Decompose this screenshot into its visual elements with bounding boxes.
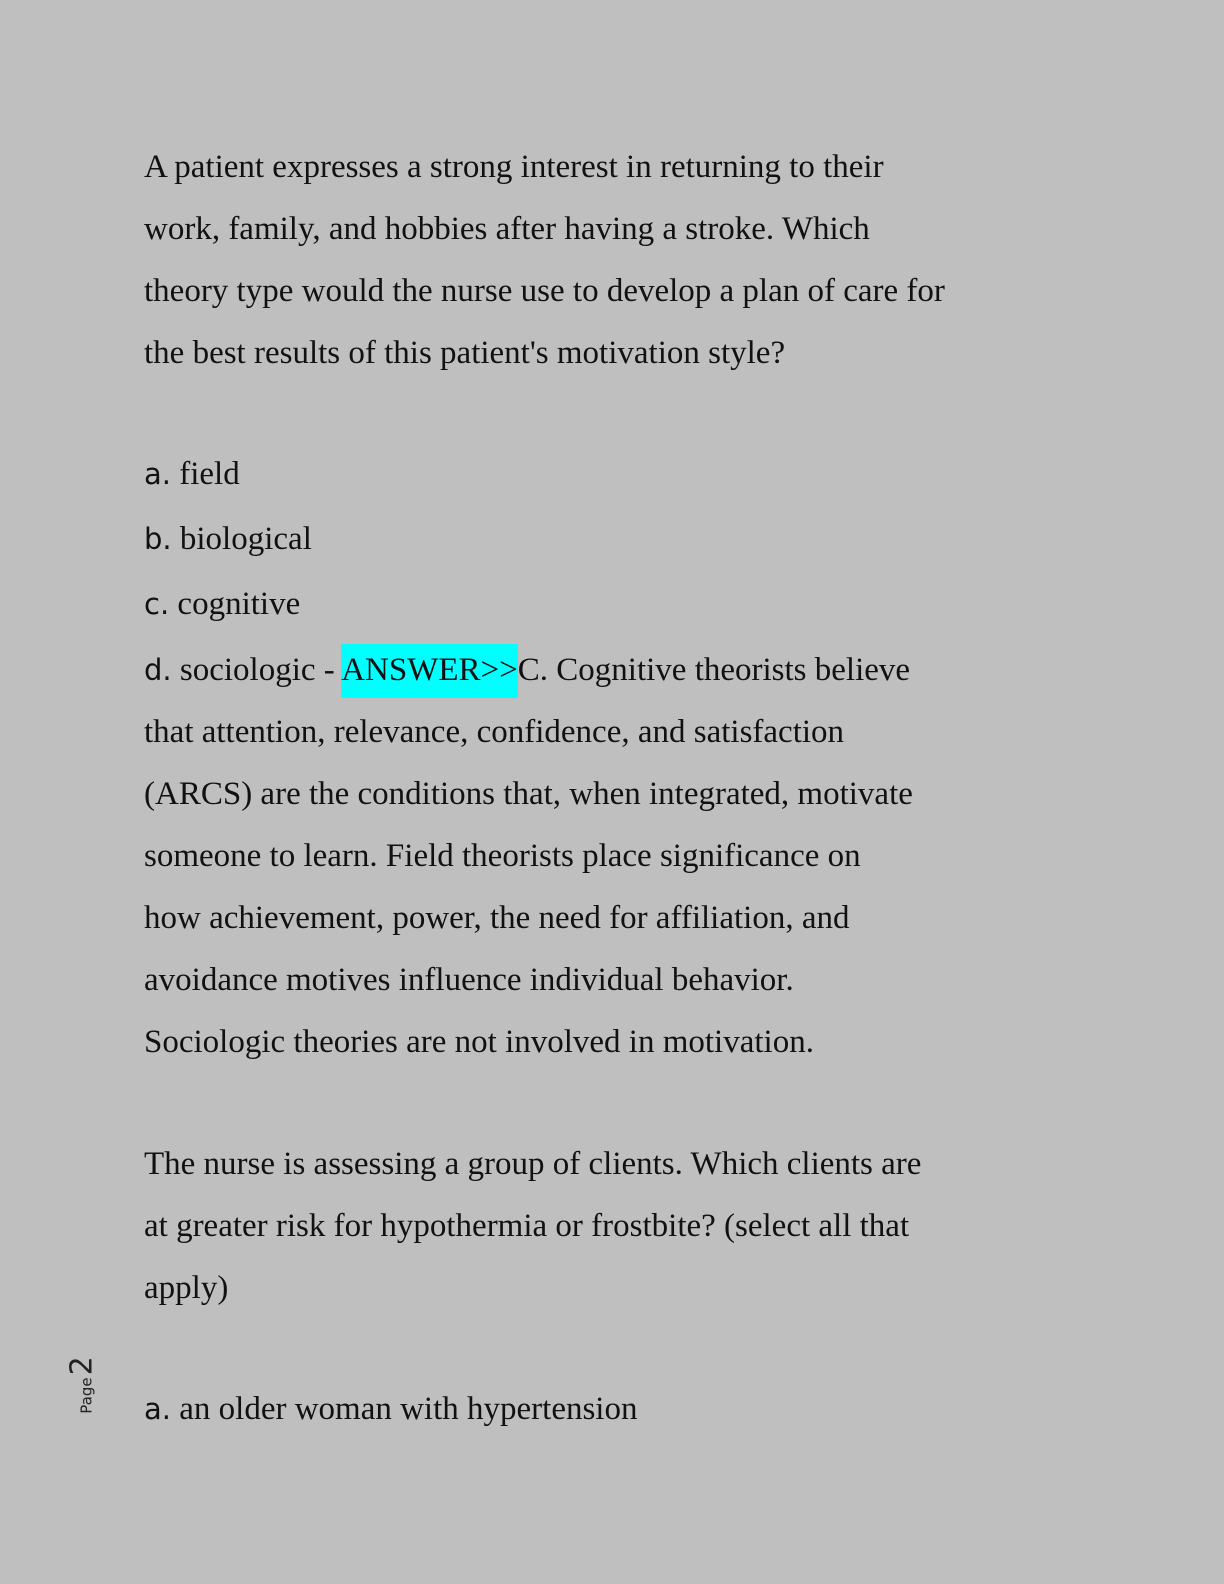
option-text: sociologic - — [171, 652, 342, 688]
question-1-stem-line: A patient expresses a strong interest in returning to their — [144, 149, 884, 185]
page-number-marker — [50, 1352, 116, 1418]
option-letter: d. — [144, 653, 172, 687]
document-body — [144, 140, 1074, 1448]
question-2-stem — [144, 1137, 1074, 1323]
option-a — [144, 448, 1074, 513]
option-letter: a. — [144, 1392, 171, 1426]
rationale-line: that attention, relevance, confidence, and satisfaction — [144, 714, 845, 750]
option-text: biological — [171, 521, 312, 557]
spacer — [144, 1077, 1074, 1137]
option-c — [144, 578, 1074, 643]
option-text: an older woman with hypertension — [171, 1391, 638, 1427]
question-1-stem — [144, 140, 1074, 388]
question-2-stem-line: at greater risk for hypothermia or frostbite? (select all that — [144, 1208, 910, 1244]
rationale-line: someone to learn. Field theorists place significance on — [144, 838, 861, 874]
rationale-line: Sociologic theories are not involved in motivation. — [144, 1024, 814, 1060]
page-number: 2 — [64, 1356, 100, 1376]
page-label: Page — [77, 1377, 96, 1414]
option-b — [144, 513, 1074, 578]
option-letter: a. — [144, 457, 171, 491]
option-text: cognitive — [169, 586, 301, 622]
question-1-stem-line: theory type would the nurse use to develop a plan of care for — [144, 273, 945, 309]
rationale-line: avoidance motives influence individual behavior. — [144, 962, 794, 998]
question-2-stem-line: apply) — [144, 1270, 229, 1306]
option-a — [144, 1383, 1074, 1448]
question-2-stem-line: The nurse is assessing a group of clients. Which clients are — [144, 1146, 922, 1182]
option-d — [144, 643, 1074, 705]
question-1-rationale — [144, 705, 1074, 1077]
rationale-line: (ARCS) are the conditions that, when integrated, motivate — [144, 776, 913, 812]
answer-marker-highlight: ANSWER>> — [341, 644, 518, 698]
question-1-stem-line: the best results of this patient's motivation style? — [144, 335, 786, 371]
question-1-stem-line: work, family, and hobbies after having a stroke. Which — [144, 211, 870, 247]
option-text: field — [171, 456, 240, 492]
spacer — [144, 388, 1074, 448]
spacer — [144, 1323, 1074, 1383]
rationale-line: how achievement, power, the need for affiliation, and — [144, 900, 850, 936]
question-2-options — [144, 1383, 1074, 1448]
answer-text-start: C. Cognitive theorists believe — [517, 652, 911, 688]
option-letter: b. — [144, 522, 172, 556]
option-letter: c. — [144, 587, 170, 621]
question-1-options — [144, 448, 1074, 705]
